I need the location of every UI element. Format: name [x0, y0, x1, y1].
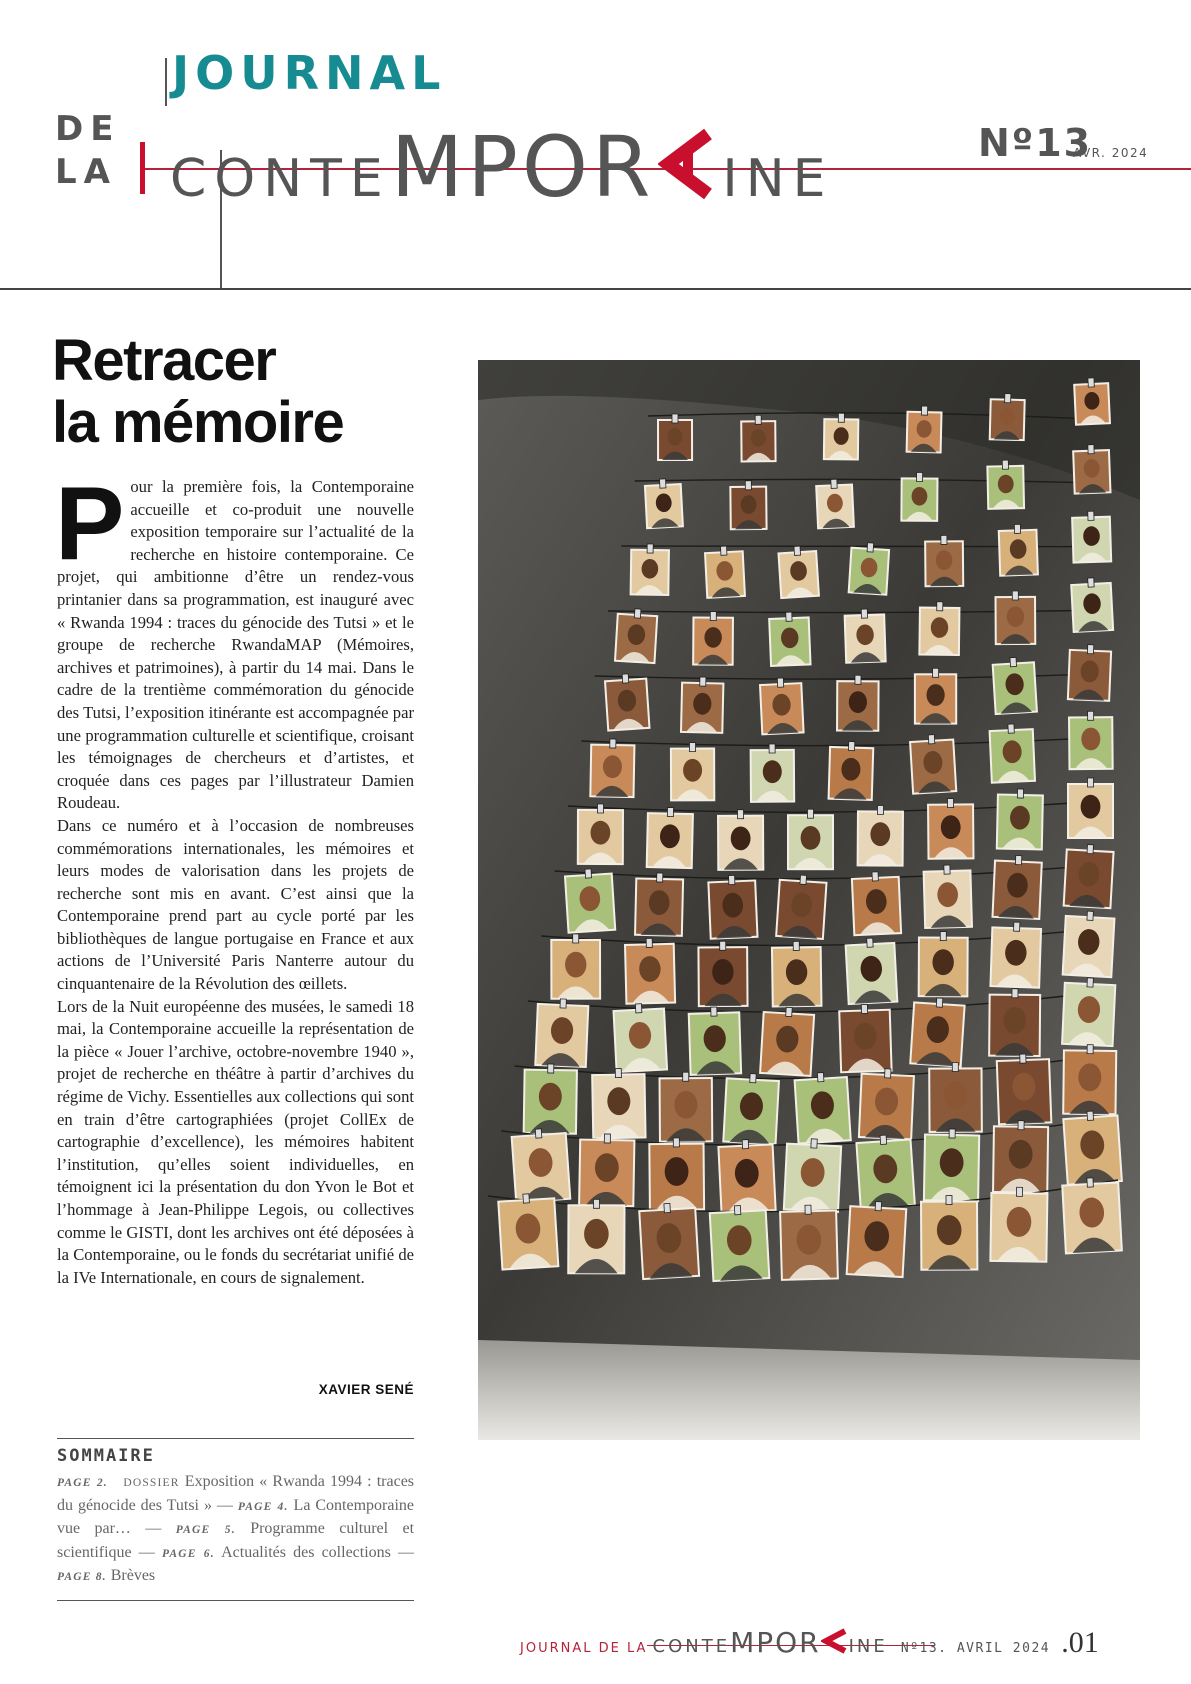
portrait-card [751, 744, 795, 802]
portrait-card [709, 1204, 769, 1281]
portrait-card [990, 393, 1025, 440]
portrait-card [1072, 511, 1111, 563]
masthead-de: DE [55, 109, 121, 149]
sommaire-top-rule [57, 1438, 414, 1439]
footer [520, 1624, 1099, 1660]
portrait-card [705, 545, 745, 598]
portrait-card [605, 673, 650, 731]
portrait-card [919, 931, 968, 996]
portrait-card [849, 542, 890, 595]
portrait-card [498, 1192, 558, 1269]
wordmark-red-a-icon [658, 126, 716, 202]
wordmark-part1: CONTE [170, 149, 391, 209]
portrait-card [989, 723, 1035, 783]
portrait-card [671, 743, 714, 801]
portrait-card [579, 1134, 634, 1207]
sommaire-p6-text: Actualités des collections — [221, 1543, 415, 1561]
portrait-card [824, 413, 859, 459]
portrait-card [565, 868, 616, 933]
portrait-card [999, 524, 1038, 576]
portrait-card [923, 864, 972, 928]
portrait-card [1068, 644, 1111, 701]
footer-issue-date: Nº13. AVRIL 2024 [900, 1641, 1051, 1656]
sommaire-bottom-rule [57, 1600, 414, 1601]
portrait-card [645, 478, 683, 528]
portrait-card [989, 989, 1040, 1056]
portrait-card [993, 1120, 1048, 1192]
portrait-card [924, 1129, 979, 1202]
portrait-card [718, 1138, 776, 1212]
portrait-card [928, 798, 974, 858]
portrait-card [613, 1003, 667, 1072]
portrait-card [592, 1068, 646, 1138]
portrait-card [698, 941, 747, 1006]
paragraph-1-text: our la première fois, la Contemporaine accueille et co-produit une nouvelle exposition temporaire sur l’actualité de la recherche en histoire contemporaine. Ce projet, qui ambitionne d’être un rendez-vous printanier dans sa programmation, est inauguré avec « Rwanda 1994 : traces du génocide des Tutsi » et le groupe de recherche RwandaMAP (Mémoires, archives et patrimoines), à partir du 14 mai. Dans le cadre de la trentième commémoration du génocide des Tutsi, l’exposition itinérante est accompagnée par une programmation culturelle et scientifique, croisant les témoignages de chercheurs et d’artistes, et croquée dans ces pages par l’illustrateur Damien Roudeau. [57, 477, 414, 813]
portrait-card [760, 677, 804, 734]
paragraph-2: Dans ce numéro et à l’occasion de nombreuses commémorations internationales, les mémoires et leurs modes de valorisation dans les projets de recherche sont mis en avant. C’est ainsi que la Contemporaine prend part au cycle porté par les bibliothèques de langue portugaise en France et aux actions de l’Université Paris Nanterre autour du cinquantenaire de la Révolution des œillets. [57, 815, 414, 994]
sommaire-p4-text: La Contemporaine vue par… — [57, 1496, 415, 1537]
portrait-card [535, 998, 588, 1067]
portrait-card [845, 937, 897, 1004]
portrait-card [794, 1071, 851, 1144]
portrait-card [1074, 377, 1110, 424]
portrait-card [769, 611, 811, 666]
portrait-card [625, 938, 675, 1004]
sommaire-list [57, 1471, 414, 1589]
portrait-card [997, 1053, 1052, 1124]
portrait-card [992, 855, 1042, 919]
portrait-card [693, 611, 733, 664]
portrait-card [681, 677, 724, 733]
portrait-card [511, 1127, 570, 1202]
footer-wordmark-part1: CONTE [652, 1636, 731, 1657]
headline-line1: Retracer [52, 328, 276, 393]
portrait-card [990, 1187, 1047, 1262]
paragraph-3: Lors de la Nuit européenne des musées, le samedi 18 mai, la Contemporaine accueille la représentation de la pièce « Jouer l’archive, octobre-novembre 1940 », projet de recherche en théâtre à partir d’archives du régime de Vichy. Essentielles aux collections qui sont en train d’être cartographiées (projet CollEx de cartographie d’excellence), les mémoires habitent l’institution, qu’elles soient individuelles, en témoignent ici la présentation du don Yvon le Bot et l’hommage à Jean-Philippe Legois, ou collectives comme le GISTI, dont les archives ont été déposées à la Contemporaine, ou le fonds du secrétariat unifié de la IVe Internationale, en cours de signalement. [57, 996, 414, 1287]
portrait-card [730, 481, 766, 530]
portrait-card [1068, 778, 1113, 838]
portrait-card [915, 668, 956, 723]
portrait-card [741, 415, 775, 461]
sommaire-p8-label: PAGE 8. [57, 1571, 107, 1583]
issue-number: Nº13 [978, 121, 1093, 165]
portrait-card [852, 871, 901, 935]
page-title [52, 330, 452, 454]
portrait-card [907, 406, 942, 453]
portrait-card [551, 934, 600, 999]
portrait-card [910, 734, 957, 794]
portrait-card [910, 996, 965, 1066]
issue-date: AVR. 2024 [1073, 146, 1149, 160]
masthead-bottom-rule [0, 288, 1191, 290]
portrait-card [921, 1195, 977, 1269]
portrait-card [631, 544, 669, 595]
portrait-card [723, 1072, 779, 1144]
footer-wordmark-part2: MPOR [730, 1626, 821, 1659]
wordmark-part2: MPOR [390, 118, 655, 216]
sommaire-p6-label: PAGE 6. [161, 1547, 215, 1560]
footer-wordmark-part3: INE [848, 1636, 888, 1657]
drop-cap: P [55, 466, 125, 582]
sommaire-dossier-label: DOSSIER [123, 1477, 180, 1489]
portrait-card [990, 921, 1041, 987]
sommaire-p5-text: Programme culturel et scientifique — [57, 1520, 415, 1561]
portrait-card [708, 875, 757, 939]
portrait-card [635, 872, 683, 935]
author-signature: XAVIER SENÉ [318, 1382, 414, 1397]
portrait-card [987, 460, 1024, 509]
portrait-card [1063, 1044, 1116, 1114]
masthead-journal: JOURNAL [172, 46, 447, 100]
portrait-card [1069, 711, 1113, 769]
portrait-card [901, 472, 937, 521]
footer-red-a-icon [821, 1627, 849, 1655]
portrait-card [1064, 843, 1114, 908]
portrait-card [788, 809, 833, 869]
wordmark-part3: INE [722, 149, 834, 209]
sommaire-p8-text: Brèves [110, 1567, 156, 1584]
portrait-card [649, 1138, 704, 1210]
footer-page-number: .01 [1061, 1626, 1099, 1659]
portrait-card [1062, 1176, 1122, 1253]
sommaire-p4-label: PAGE 4. [237, 1500, 289, 1513]
portrait-card [718, 810, 763, 870]
portrait-card [816, 478, 854, 528]
portrait-card [780, 1204, 838, 1279]
portrait-card [844, 608, 885, 662]
portrait-card [1073, 444, 1111, 494]
portrait-card [847, 1200, 907, 1277]
headline-line2: la mémoire [52, 390, 344, 455]
portrait-card [1063, 1109, 1122, 1184]
portrait-card [615, 608, 658, 663]
portrait-card [659, 1072, 712, 1142]
portrait-card [919, 602, 959, 655]
article-body [55, 466, 414, 1289]
portrait-card [859, 1068, 914, 1140]
portrait-card [997, 789, 1043, 850]
portrait-card [856, 1134, 915, 1209]
masthead-wordmark [170, 120, 833, 220]
portrait-card [568, 1199, 624, 1273]
portrait-card [995, 591, 1035, 644]
portrait-card [839, 1004, 892, 1073]
paragraph-1 [55, 466, 414, 815]
portrait-card [1071, 577, 1113, 632]
portrait-card [772, 941, 822, 1006]
portrait-card [578, 804, 623, 864]
sommaire-p2-label: PAGE 2. [57, 1477, 108, 1489]
portrait-card [858, 805, 903, 865]
masthead-la: LA [55, 152, 117, 192]
portrait-card [829, 741, 874, 800]
portrait-card [925, 535, 963, 586]
portrait-card [929, 1062, 982, 1132]
portrait-card [776, 874, 827, 939]
portrait-card [658, 414, 692, 460]
portrait-wall-illustration-icon [478, 360, 1140, 1440]
portrait-card [1063, 910, 1115, 977]
masthead-red-tick [140, 142, 145, 194]
portrait-card [992, 656, 1037, 714]
portrait-card [647, 807, 693, 868]
portrait-card [784, 1138, 842, 1212]
portrait-card [1062, 977, 1115, 1046]
portrait-card [689, 1006, 742, 1075]
portrait-card [778, 545, 819, 598]
portrait-card [760, 1006, 814, 1076]
footer-journal-label: JOURNAL DE LA [520, 1641, 648, 1656]
sommaire-title: SOMMAIRE [57, 1446, 155, 1466]
portrait-card [639, 1202, 699, 1279]
sommaire-p2-text: Exposition « Rwanda 1994 : traces du génocide des Tutsi » — [57, 1473, 415, 1514]
sommaire-p5-label: PAGE 5. [175, 1524, 236, 1536]
masthead-vertical-rule-top [165, 58, 167, 106]
portrait-card [837, 675, 879, 731]
portrait-card [590, 739, 634, 797]
portrait-card [524, 1064, 577, 1134]
